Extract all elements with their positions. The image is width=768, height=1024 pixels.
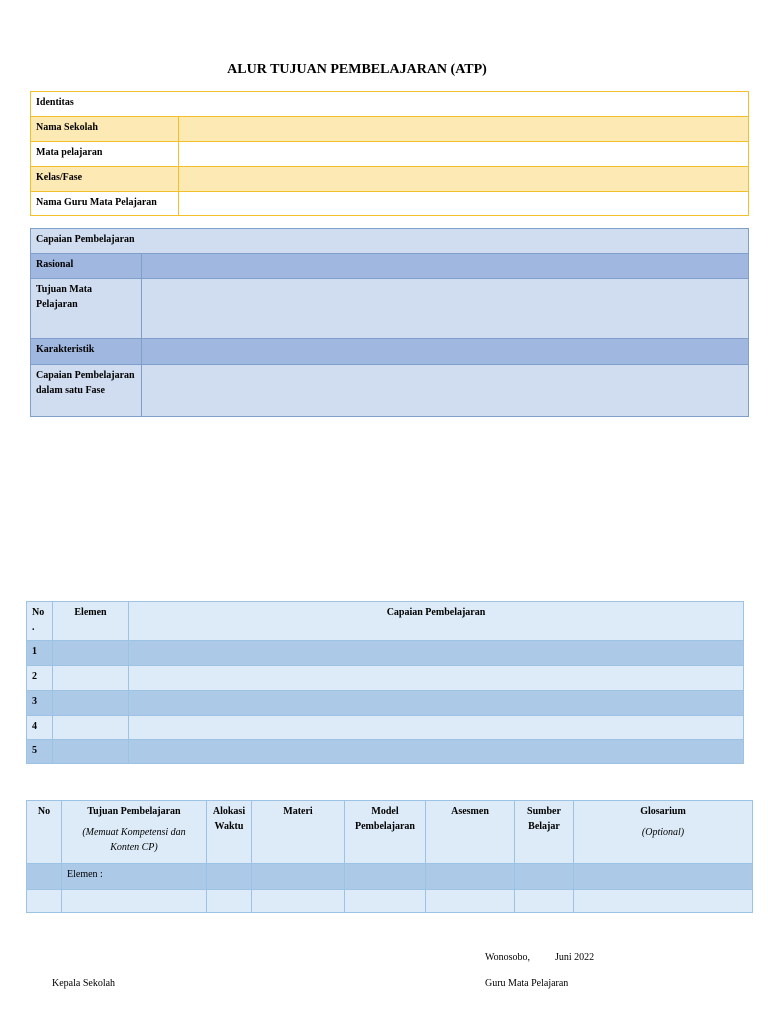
atp-cell[interactable] xyxy=(515,864,574,890)
atp-cell[interactable] xyxy=(426,864,515,890)
identitas-value-kelas-fase[interactable] xyxy=(179,167,749,192)
elemen-header-no: No . xyxy=(27,602,53,641)
elemen-header-cp: Capaian Pembelajaran xyxy=(129,602,744,641)
atp-header-tujuan: Tujuan Pembelajaran xyxy=(87,806,181,817)
atp-header-alokasi: Alokasi Waktu xyxy=(207,801,252,864)
atp-cell[interactable] xyxy=(345,864,426,890)
elemen-header-elemen: Elemen xyxy=(53,602,129,641)
atp-cell[interactable] xyxy=(207,890,252,913)
elemen-row-no: 5 xyxy=(27,740,53,764)
capaian-label-karakteristik: Karakteristik xyxy=(31,339,142,365)
atp-header-materi: Materi xyxy=(252,801,345,864)
elemen-row-elemen[interactable] xyxy=(53,740,129,764)
atp-cell[interactable] xyxy=(345,890,426,913)
signature-date: Juni 2022 xyxy=(555,952,595,963)
elemen-row-cp[interactable] xyxy=(129,691,744,716)
elemen-table xyxy=(26,601,744,764)
atp-header-glosarium-note: (Optional) xyxy=(641,827,685,838)
atp-elemen-label: Elemen : xyxy=(62,864,207,890)
capaian-table xyxy=(30,228,749,417)
capaian-label-rasional: Rasional xyxy=(31,254,142,279)
elemen-row-cp[interactable] xyxy=(129,641,744,666)
atp-cell[interactable] xyxy=(574,864,753,890)
atp-cell[interactable] xyxy=(27,890,62,913)
elemen-row-no: 1 xyxy=(27,641,53,666)
atp-header-asesmen: Asesmen xyxy=(426,801,515,864)
atp-cell[interactable] xyxy=(62,890,207,913)
atp-cell[interactable] xyxy=(252,864,345,890)
identitas-value-nama-sekolah[interactable] xyxy=(179,117,749,142)
identitas-label-nama-guru: Nama Guru Mata Pelajaran xyxy=(31,192,179,216)
elemen-row-cp[interactable] xyxy=(129,666,744,691)
capaian-value-tujuan[interactable] xyxy=(142,279,749,339)
identitas-value-nama-guru[interactable] xyxy=(179,192,749,216)
capaian-value-karakteristik[interactable] xyxy=(142,339,749,365)
atp-cell[interactable] xyxy=(252,890,345,913)
atp-header-glosarium: Glosarium xyxy=(640,806,686,817)
atp-cell[interactable] xyxy=(27,864,62,890)
elemen-row-no: 2 xyxy=(27,666,53,691)
elemen-row-elemen[interactable] xyxy=(53,691,129,716)
page-title: ALUR TUJUAN PEMBELAJARAN (ATP) xyxy=(227,62,487,77)
identitas-label-nama-sekolah: Nama Sekolah xyxy=(31,117,179,142)
atp-header-sumber: Sumber Belajar xyxy=(515,801,574,864)
signature-right-role: Guru Mata Pelajaran xyxy=(485,978,569,989)
capaian-label-tujuan: Tujuan Mata Pelajaran xyxy=(31,279,142,339)
identitas-label-kelas-fase: Kelas/Fase xyxy=(31,167,179,192)
signature-place: Wonosobo, xyxy=(485,952,531,963)
atp-cell[interactable] xyxy=(207,864,252,890)
elemen-row-elemen[interactable] xyxy=(53,641,129,666)
capaian-label-fase: Capaian Pembelajaran dalam satu Fase xyxy=(31,365,142,417)
atp-header-model: Model Pembelajaran xyxy=(345,801,426,864)
elemen-row-cp[interactable] xyxy=(129,740,744,764)
elemen-row-elemen[interactable] xyxy=(53,666,129,691)
capaian-value-fase[interactable] xyxy=(142,365,749,417)
atp-header-no: No xyxy=(27,801,62,864)
identitas-header: Identitas xyxy=(31,92,749,117)
atp-cell[interactable] xyxy=(515,890,574,913)
atp-header-tujuan-note: (Memuat Kompetensi dan Konten CP) xyxy=(82,827,186,853)
identitas-label-mata-pelajaran: Mata pelajaran xyxy=(31,142,179,167)
atp-table xyxy=(26,800,753,913)
capaian-header: Capaian Pembelajaran xyxy=(31,229,749,254)
elemen-row-no: 3 xyxy=(27,691,53,716)
atp-cell[interactable] xyxy=(426,890,515,913)
identitas-value-mata-pelajaran[interactable] xyxy=(179,142,749,167)
capaian-value-rasional[interactable] xyxy=(142,254,749,279)
atp-cell[interactable] xyxy=(574,890,753,913)
elemen-row-no: 4 xyxy=(27,716,53,740)
elemen-row-cp[interactable] xyxy=(129,716,744,740)
identitas-table xyxy=(30,91,749,216)
signature-left-role: Kepala Sekolah xyxy=(52,978,116,989)
elemen-row-elemen[interactable] xyxy=(53,716,129,740)
